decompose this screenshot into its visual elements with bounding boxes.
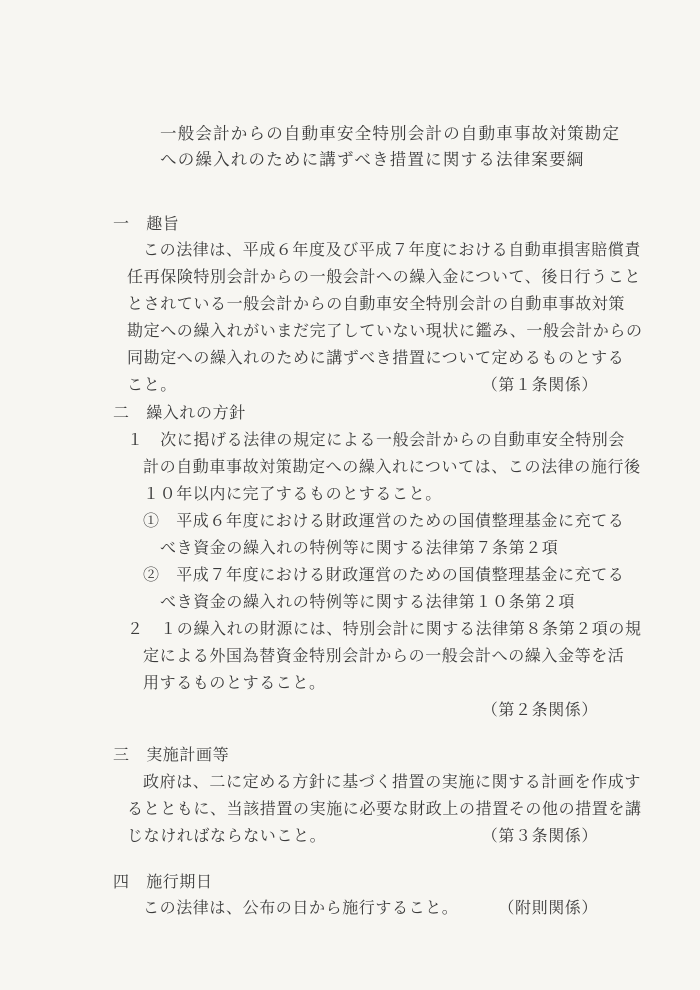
section-4-article-ref: （附則関係） [498,898,598,917]
section-2-article-ref: （第２条関係） [481,700,598,719]
section-1-article-ref: （第１条関係） [481,375,598,394]
section-2-item-2-line: ２ １の繰入れの財源には、特別会計に関する法律第８条第２項の規 [127,619,642,638]
section-2-item-1-line: 計の自動車事故対策勘定への繰入れについては、この法律の施行後 [143,457,641,476]
section-1-line: この法律は、平成６年度及び平成７年度における自動車損害賠償責 [143,240,642,259]
section-2-item-1-line: １０年以内に完了するものとすること。 [143,484,442,503]
section-1-line: とされている一般会計からの自動車安全特別会計の自動車事故対策 [127,294,626,313]
section-1-line: こと。 [127,375,177,394]
title-line-1: 一般会計からの自動車安全特別会計の自動車事故対策勘定 [160,124,621,143]
section-2-subitem-1-line: べき資金の繰入れの特例等に関する法律第７条第２項 [160,538,559,557]
section-2-subitem-1-line: ① 平成６年度における財政運営のための国債整理基金に充てる [143,511,625,530]
section-2-subitem-2-line: ② 平成７年度における財政運営のための国債整理基金に充てる [143,565,625,584]
section-1-line: 勘定への繰入れがいまだ完了していない現状に鑑み、一般会計からの [127,321,643,340]
section-3-heading: 三 実施計画等 [113,745,230,764]
section-1-line: 同勘定への繰入れのために講ずべき措置について定めるものとする [127,348,625,367]
section-2-item-2-line: 定による外国為替資金特別会計からの一般会計への繰入金等を活 [143,646,625,665]
section-1-heading: 一 趣旨 [113,214,180,233]
section-3-article-ref: （第３条関係） [481,826,598,845]
section-3-line: るとともに、当該措置の実施に必要な財政上の措置その他の措置を講 [127,799,642,818]
section-2-subitem-2-line: べき資金の繰入れの特例等に関する法律第１０条第２項 [160,592,576,611]
section-2-heading: 二 繰入れの方針 [113,403,246,422]
section-3-line: じなければならないこと。 [127,826,327,845]
section-2-item-1-line: １ 次に掲げる法律の規定による一般会計からの自動車安全特別会 [127,430,626,449]
section-4-line: この法律は、公布の日から施行すること。 [143,898,459,917]
title-line-2: への繰入れのために講ずべき措置に関する法律案要綱 [160,150,585,169]
section-4-heading: 四 施行期日 [113,872,213,891]
section-1-line: 任再保険特別会計からの一般会計への繰入金について、後日行うこと [127,267,641,286]
section-3-line: 政府は、二に定める方針に基づく措置の実施に関する計画を作成す [143,772,642,791]
section-2-item-2-line: 用するものとすること。 [143,673,326,692]
